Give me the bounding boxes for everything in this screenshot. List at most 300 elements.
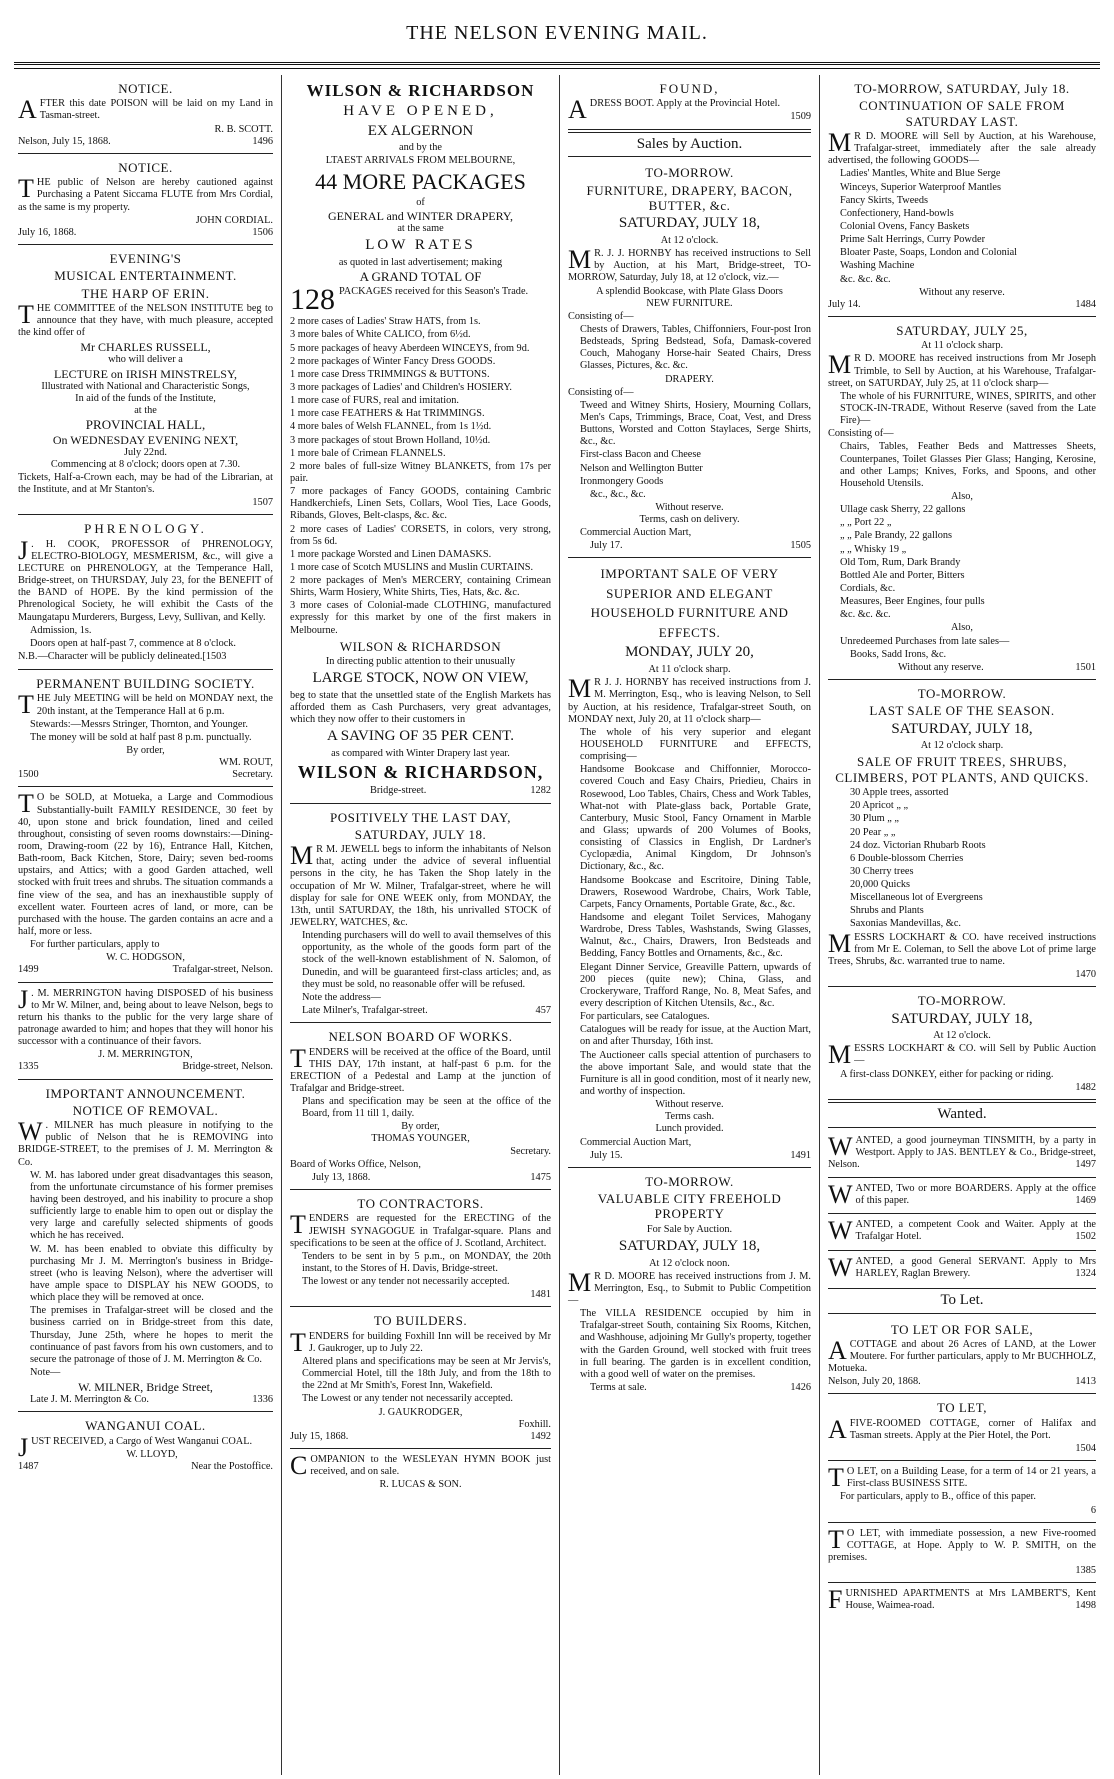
ad-body: beg to state that the unsettled state of the English Markets has afforded them as Cash Purchasers, very great advantages, which they now offer to their customers in (290, 689, 551, 726)
ad-line: Note— (30, 1367, 61, 1378)
wanted-ads (828, 1130, 1096, 1286)
ad-body: R. J. J. HORNBY has received instructions to Sell by Auction, at his Mart, Bridge-street, TO-MORROW, Saturday, July 18, at 12 o'clock, viz.— (568, 248, 811, 284)
sale-time: At 12 o'clock noon. (649, 1257, 730, 1269)
ad-line: Doors open at half-past 7, commence at 8 o'clock. (30, 637, 237, 649)
list-item: 2 more cases of Ladies' CORSETS, in colors, very strong, from 5s 6d. (290, 523, 551, 547)
ad-title: SATURDAY, JULY 18. (354, 826, 487, 842)
ad-to-let-cottage (828, 1394, 1096, 1461)
drop-cap: T (828, 1524, 844, 1554)
ad-signature: W. MILNER, Bridge Street, (78, 1380, 213, 1395)
ad-wanted (828, 1214, 1096, 1250)
drop-cap: M (828, 127, 852, 157)
item-list (568, 764, 811, 1010)
ad-signature: W. LLOYD, (126, 1448, 178, 1460)
list-item: Saxonias Mandevillas, &c. (850, 918, 961, 930)
venue: PROVINCIAL HALL, (85, 417, 206, 433)
list-item: Elegant Dinner Service, Greaville Pattern, upwards of 200 pieces (quite new); China, Glass, and Crockeryware, Trafford Range, No. 8, Meat Safes, and every description of Kitchen Utensils, &c., &c. (580, 961, 811, 1009)
ad-signature: J. M. MERRINGTON, (98, 1049, 193, 1061)
drop-cap: J (18, 984, 29, 1014)
ad-body: The lowest or any tender not necessarily accepted. (302, 1276, 510, 1288)
ad-title: TO LET OR FOR SALE, (890, 1321, 1034, 1337)
list-item: Handsome and elegant Toilet Services, Mahogany Wardrobe, Dress Tables, Washstands, Swing Glasses, Walnut, &c., Chairs, Drawers, Iron Bedsteads and Bedding, Fancy Bottles and Ornaments, &c., &c. (580, 911, 811, 960)
ad-title: HAVE OPENED, (343, 103, 498, 120)
ad-hornby-furniture-drapery (568, 159, 811, 558)
ad-date: July 15. (590, 1149, 623, 1161)
ad-line: Nelson and Wellington Butter (580, 462, 703, 474)
ad-body: . M. MERRINGTON having DISPOSED of his business to Mr W. Milner, and, being about to leave Nelson, begs to return his thanks to the public for the very large share of patronage awarded to him; and hopes that they will honor his successor with a continuance of their favors. (18, 987, 273, 1048)
sale-date: SATURDAY, JULY 18, (891, 720, 1033, 737)
drop-cap: F (828, 1585, 843, 1615)
ad-line: By order, (401, 1121, 440, 1133)
list-item: 20,000 Quicks (850, 879, 911, 891)
ad-to-let-business-site (828, 1461, 1096, 1523)
ad-number: 1470 (1075, 969, 1096, 981)
drop-cap: W (828, 1131, 853, 1161)
list-item: Handsome Bookcase and Escritoire, Dining Table, Drawers, Rosewood Wardrobe, Chairs, Work Table, Carpets, Fancy Ornaments, Portable Grate, &c., &c. (580, 874, 811, 910)
ad-line: LTAEST ARRIVALS FROM MELBOURNE, (325, 154, 516, 166)
ad-moore-continuation (828, 75, 1096, 317)
ad-title: A SAVING OF 35 PER CENT. (327, 728, 514, 745)
ad-number: 1500 (18, 769, 39, 781)
ad-body: HE COMMITTEE of the NELSON INSTITUTE beg to announce that they have, with much pleasure, accepted the kind offer of (18, 302, 273, 339)
ad-line: Admission, 1s. (30, 624, 92, 636)
ad-coal (18, 1412, 273, 1478)
item-list (290, 316, 551, 637)
ad-body: The whole of his FURNITURE, WINES, SPIRITS, and other STOCK-IN-TRADE, Without Reserve (saved from the Late Fire)— (840, 390, 1096, 427)
list-item: 1 more case of FURS, real and imitation. (290, 395, 460, 407)
list-item: 30 Plum „ „ (850, 813, 899, 825)
ad-line: In aid of the funds of the Institute, (75, 392, 216, 404)
ad-line: Stewards:—Messrs Stringer, Thornton, and Younger. (30, 718, 248, 730)
list-item: Ladies' Mantles, White and Blue Serge (840, 168, 1001, 180)
list-item: Ullage cask Sherry, 22 gallons (840, 504, 966, 516)
ad-body: ENDERS will be received at the office of the Board, until THIS DAY, 17th instant, at half-past 6 p.m. for the ERECTION of a Pedestal and Lamp at the junction of Trafalgar and Bridge-street. (290, 1046, 551, 1094)
drop-cap: W (18, 1117, 43, 1147)
ad-number: 6 (1090, 1504, 1096, 1516)
ad-date: July 15, 1868. (290, 1430, 349, 1442)
sale-time: At 12 o'clock. (933, 1030, 991, 1042)
ad-body: . MILNER has much pleasure in notifying to the public of Nelson that he is REMOVING into BRIDGE-STREET, to the premises of J. M. Merrington & Co. (18, 1120, 273, 1168)
ad-title: TO BUILDERS. (373, 1313, 468, 1329)
list-item: 4 more bales of Welsh FLANNEL, from 1s 1½d. (290, 421, 492, 433)
ad-title: IMPORTANT ANNOUNCEMENT. (45, 1085, 246, 1101)
sale-date: SATURDAY, JULY 18, (618, 215, 761, 232)
ad-title: NOTICE. (118, 159, 173, 175)
ad-body: FTER this date POISON will be laid on my Land in Tasman-street. (39, 98, 273, 122)
ad-subtitle: DRAPERY. (665, 373, 714, 385)
drop-cap: C (290, 1450, 308, 1480)
event-day: On WEDNESDAY EVENING NEXT, (52, 432, 239, 447)
section-heading-to-let: To Let. (828, 1288, 1096, 1314)
ad-date: July 13, 1868. (312, 1171, 371, 1183)
ad-date: Nelson, July 15, 1868. (18, 135, 111, 147)
ad-line: Without reserve. (655, 501, 724, 513)
ad-signature: WM. ROUT, (219, 757, 273, 769)
list-item: „ „ Port 22 „ (840, 517, 892, 529)
ad-title: TO LET, (937, 1400, 987, 1416)
ad-body: O be SOLD, at Motueka, a Large and Commodious Substantially-built FAMILY RESIDENCE, 30 feet by 40, upon stone and brick foundation, lined and ceiled throughout, consisting of seven rooms downstairs:—Dining-room, Drawing-room (22 by 16), Entrance Hall, Kitchen, Bath-room, Back Kitchen, Store, Dairy; seven bed-rooms upstairs, and Attics; with a good Garden attached, well stocked with fruit trees and shrubs. The situation commands a fine view of the sea, and has an inexhaustible supply of excellent water. Fourteen acres of land, or more, can be purchased with the house. The garden contains an acre and a half, more or less. (18, 792, 273, 937)
ad-body: HE July MEETING will be held on MONDAY next, the 20th instant, at the Temperance Hall at 6 p.m. (36, 693, 273, 717)
ad-title: TO-MORROW. (917, 993, 1007, 1009)
ad-title: CONTINUATION OF SALE FROM SATURDAY LAST. (859, 98, 1065, 129)
ad-title: EVENING'S (109, 250, 182, 266)
list-item: 1 more case FEATHERS & Hat TRIMMINGS. (290, 408, 485, 420)
ad-body: Tickets, Half-a-Crown each, may be had of the Librarian, at the Institute, and at Mr Stanton's. (18, 471, 273, 496)
ad-line: Without any reserve. (898, 661, 984, 673)
ad-title: VALUABLE CITY FREEHOLD PROPERTY (597, 1191, 782, 1222)
ad-body: Chairs, Tables, Feather Beds and Mattresses Sheets, Counterpanes, Toilet Glasses Pier Glass; Hanging, Kerosine, and other Lamps; Knives, Forks, and Spoons, and other Household Utensils. (840, 441, 1096, 489)
ad-line: For further particulars, apply to (30, 939, 160, 951)
ad-removal (18, 1080, 273, 1413)
ad-body: COTTAGE and about 26 Acres of LAND, at the Lower Moutere. For further particulars, apply to Mr BUCHHOLZ, Motueka. (828, 1338, 1096, 1375)
drop-cap: T (290, 1210, 306, 1240)
ad-title: FOUND, (659, 81, 720, 96)
ad-body: W. M. has been enabled to obviate this difficulty by purchasing Mr J. M. Merrington's business in Bridge-street (who is leaving Nelson), where the advertiser will have ample space to DISPLAY his NEW GOODS, to which place they will be removed at once. (30, 1243, 273, 1304)
ad-line: at the same (397, 222, 444, 234)
section-heading-auctions: Sales by Auction. (568, 132, 811, 158)
ad-number: 1385 (1075, 1565, 1096, 1577)
ad-number: 1497 (1075, 1158, 1096, 1170)
list-item: &c. &c. &c. (840, 609, 891, 621)
ad-number: 1507 (252, 497, 273, 509)
ad-number: 1502 (1075, 1231, 1096, 1243)
sale-time: At 11 o'clock sharp. (920, 340, 1004, 352)
drop-cap: T (290, 1327, 306, 1357)
sale-date: SATURDAY, JULY 18, (891, 1010, 1033, 1027)
ad-number: 1506 (252, 226, 273, 238)
ad-body: ENDERS for building Foxhill Inn will be received by Mr J. Gaukroger, up to July 22. (308, 1330, 551, 1354)
item-list (828, 168, 1096, 285)
list-item: Fancy Skirts, Tweeds (840, 194, 929, 206)
ad-date: July 16, 1868. (18, 226, 77, 238)
ad-title: THE HARP OF ERIN. (81, 285, 210, 301)
list-item: Miscellaneous lot of Evergreens (850, 892, 983, 904)
list-item: 30 Cherry trees (850, 865, 914, 877)
ad-body: For particulars, apply to B., office of this paper. (840, 1491, 1036, 1503)
column-1 (10, 75, 282, 1775)
list-item: 2 more packages of Winter Fancy Dress GOODS. (290, 355, 496, 367)
list-item: 3 more packages of stout Brown Holland, 10½d. (290, 434, 491, 446)
ad-title: TO-MORROW. (917, 685, 1007, 701)
drop-cap: W (828, 1180, 853, 1210)
ad-board-of-works (290, 1023, 551, 1190)
ad-flute-notice (18, 154, 273, 245)
ad-number: 1484 (1075, 298, 1096, 310)
drop-cap: M (828, 350, 852, 380)
list-item: 30 Apple trees, assorted (850, 787, 949, 799)
ad-signature: R. B. SCOTT. (214, 123, 273, 135)
ad-signature: R. LUCAS & SON. (379, 1479, 462, 1491)
ad-subtitle: NEW FURNITURE. (646, 297, 733, 309)
ad-date: July 14. (828, 298, 861, 310)
ad-line: as compared with Winter Drapery last year. (331, 748, 510, 760)
ad-lockhart-donkey (828, 987, 1096, 1100)
sale-date: SATURDAY, JULY 25, (896, 322, 1028, 338)
ad-body: Chests of Drawers, Tables, Chiffonniers, Four-post Iron Bedsteads, Spring Bedstead, Sofa, Damask-covered Couch, Mahogany Horse-hair Seated Chairs, Dress Glasses, Pictures, &c. &c. (580, 323, 811, 372)
ad-wanted (828, 1251, 1096, 1286)
package-total: 128 (290, 286, 335, 315)
drop-cap: W (828, 1216, 853, 1246)
ad-title: TO-MORROW. (645, 165, 734, 181)
drop-cap: A (18, 95, 37, 125)
columns (10, 75, 1104, 1775)
ad-found (568, 75, 811, 130)
ad-body: Plans and specification may be seen at the office of the Board, from 11 till 1, daily. (302, 1096, 551, 1120)
ad-merrington (18, 983, 273, 1080)
ad-line: Terms, cash on delivery. (639, 514, 740, 526)
ad-subtitle: WILSON & RICHARDSON (339, 638, 502, 654)
list-item: &c. &c. &c. (840, 273, 891, 285)
list-item: 1 more case of Scotch MUSLINS and Muslin CURTAINS. (290, 561, 534, 573)
ad-body: A first-class DONKEY, either for packing or riding. (840, 1068, 1054, 1080)
drop-cap: M (828, 928, 852, 958)
drop-cap: T (290, 1043, 306, 1073)
drop-cap: A (828, 1335, 847, 1365)
drop-cap: A (568, 95, 587, 125)
ad-to-let-hope (828, 1523, 1096, 1584)
list-item: Confectionery, Hand-bowls (840, 207, 954, 219)
ad-signature: JOHN CORDIAL. (195, 214, 273, 226)
ad-body: R M. JEWELL begs to inform the inhabitants of Nelson that, acting under the advice of several influential persons in the city, he has Taken the Shop lately in the occupation of Mr W. Milner, Trafalgar-street, where he will display for sale for ONE WEEK only, from MONDAY, the 13th, until SATURDAY, the 18th, his unrivalled STOCK of JEWELRY, WATCHES, &c. (290, 844, 551, 929)
ad-title: NELSON BOARD OF WORKS. (328, 1029, 513, 1045)
ad-title: MUSICAL ENTERTAINMENT. (54, 268, 237, 284)
sale-date: MONDAY, JULY 20, (625, 644, 754, 661)
ad-building-society (18, 670, 273, 787)
ad-line: Terms cash. (664, 1111, 715, 1123)
section-heading-wanted: Wanted. (828, 1102, 1096, 1128)
ad-date: Nelson, July 20, 1868. (828, 1376, 921, 1388)
ad-address: Bridge-street, Nelson. (182, 1061, 273, 1073)
ad-to-let-or-sale (828, 1316, 1096, 1395)
column-2 (282, 75, 560, 1775)
drop-cap: M (828, 1040, 852, 1070)
ad-title: LAST SALE OF THE SEASON. (869, 703, 1055, 719)
list-item: Cordials, &c. (840, 582, 896, 594)
ad-title: SALE OF FRUIT TREES, SHRUBS, CLIMBERS, POT PLANTS, AND QUICKS. (835, 754, 1089, 785)
sale-time: At 11 o'clock sharp. (648, 664, 731, 676)
ad-body: HE public of Nelson are hereby cautioned against Purchasing a Patent Siccama FLUTE from Mrs Cordial, as the same is my property. (18, 177, 273, 213)
ad-wanted (828, 1130, 1096, 1178)
ad-number: 1413 (1075, 1376, 1096, 1388)
ad-body: ESSRS LOCKHART & CO. have received instructions from Mr E. Coleman, to Sell the above Lot of prime large Trees, Shrubs, &c. warranted true to name. (828, 931, 1096, 967)
ad-line: Books, Sadd Irons, &c. (850, 648, 947, 660)
ad-line: Commencing at 8 o'clock; doors open at 7.30. (50, 458, 241, 470)
ad-lockhart-fruit-trees (828, 680, 1096, 987)
ad-body: Altered plans and specifications may be seen at Mr Jervis's, Commercial Hotel, till the 18th July, and from the 18th to the 22nd at Mr Smith's, Forest Inn, Wakefield. (302, 1355, 551, 1392)
ad-title: IMPORTANT SALE OF VERY SUPERIOR AND ELEGANT HOUSEHOLD FURNITURE AND EFFECTS. (590, 566, 789, 640)
ad-moore-trimble (828, 317, 1096, 680)
drop-cap: M (290, 841, 314, 871)
ad-line: at the (134, 405, 157, 417)
ad-number: 1499 (18, 964, 39, 976)
ad-role: Secretary. (510, 1145, 551, 1157)
ad-body: ANTED, Two or more BOARDERS. Apply at the office of this paper. (855, 1183, 1096, 1207)
ad-number: 1487 (18, 1461, 39, 1473)
ad-number: 1504 (1075, 1443, 1096, 1455)
drop-cap: T (18, 789, 34, 819)
ad-line: Terms at sale. (590, 1382, 647, 1394)
ad-line: Without reserve. (655, 1099, 724, 1111)
ad-number: 1481 (530, 1289, 551, 1301)
ad-line: The money will be sold at half past 8 p.m. punctually. (30, 731, 252, 743)
ad-address: Near the Postoffice. (191, 1461, 273, 1473)
sale-time: At 12 o'clock sharp. (920, 740, 1004, 752)
lecture-title: LECTURE on IRISH MINSTRELSY, (53, 366, 238, 381)
ad-title: POSITIVELY THE LAST DAY, (330, 809, 511, 825)
ad-line: By order, (126, 745, 165, 757)
ad-body: The premises in Trafalgar-street will be closed and the business carried on in Bridge-street from this date, Thursday, June 25th, where he hopes to merit the continuance of past favors from his own customers, and to secure the patronage of those of J. M. Merrington & Co. (30, 1305, 273, 1365)
ad-body: Catalogues will be ready for issue, at the Auction Mart, on and after Thursday, 16th inst. (580, 1024, 811, 1048)
drop-cap: J (18, 535, 29, 565)
ad-number: 1336 (252, 1394, 273, 1406)
list-item: Handsome Bookcase and Chiffonnier, Morocco-covered Couch and Easy Chairs, Priedieu, Chairs in Rosewood, Loo Tables, Chairs, Chess and Work Tables, What-not with Plate-glass back, Portable Grate, Canterbury, Music Stool, Fancy Ornament in Marble and Glass; upwards of 200 Volumes of Books, consisting of Classics in English, Dr Lardner's Cyclopædia, Animal Kingdom, Dr Johnson's Dictionary, &c., &c. (580, 764, 811, 873)
ad-title: TO CONTRACTORS. (357, 1196, 484, 1212)
ad-title: WANGANUI COAL. (85, 1418, 206, 1434)
ad-line: GENERAL and WINTER DRAPERY, (327, 208, 514, 223)
ad-body: R D. MOORE will Sell by Auction, at his Warehouse, Trafalgar-street, immediately after the sale already advertised, the following GOODS— (828, 130, 1096, 167)
ad-number: 1324 (1075, 1267, 1096, 1279)
ad-address: Trafalgar-street, Nelson. (172, 964, 273, 976)
ad-address: Bridge-street. (370, 785, 427, 797)
list-item: 2 more bales of full-size Witney BLANKETS, from 17s per pair. (290, 460, 551, 484)
ad-number: 1492 (530, 1430, 551, 1442)
ad-date: July 17. (590, 540, 623, 552)
ad-line: For Sale by Auction. (646, 1223, 733, 1235)
ad-line: &c., &c., &c. (590, 488, 646, 500)
ad-role: Secretary. (232, 769, 273, 781)
ad-body: DRESS BOOT. Apply at the Provincial Hotel. (589, 98, 781, 110)
list-item: 3 more cases of Colonial-made CLOTHING, manufactured expressly for this market by one of the first makers in Melbourne. (290, 600, 551, 636)
drop-cap: T (18, 299, 34, 329)
list-item: Bloater Paste, Soaps, London and Colonial (840, 247, 1018, 259)
ad-line: Without any reserve. (919, 286, 1005, 298)
ad-address: Late Milner's, Trafalgar-street. (302, 1005, 428, 1017)
ad-title: TO-MORROW, SATURDAY, July 18. (854, 81, 1070, 96)
ad-body: R J. J. HORNBY has received instructions from J. M. Merrington, Esq., who is leaving Nelson, to Sell by Auction, at his residence, Trafalgar-street South, on MONDAY next, July 20, at 11 o'clock sharp— (568, 677, 811, 725)
list-item: „ „ Pale Brandy, 22 gallons (840, 530, 952, 542)
ad-body: UST RECEIVED, a Cargo of West Wanganui COAL. (31, 1435, 253, 1447)
ad-moore-freehold (568, 1168, 811, 1399)
ad-number: 1335 (18, 1061, 39, 1073)
ad-body: The VILLA RESIDENCE occupied by him in Trafalgar-street South, containing Six Rooms, Kitchen, and Washhouse, adjoining Mr Gully's property, together with the Garden Ground, well stocked with fruit trees in full bearing. The garden is in excellent condition, with a good well of water on the premises. (580, 1308, 811, 1380)
masthead: THE NELSON EVENING MAIL. (406, 22, 708, 44)
ad-line: Commercial Auction Mart, (580, 1136, 692, 1148)
ad-title: WILSON & RICHARDSON (306, 81, 535, 100)
drop-cap: T (18, 174, 34, 204)
ad-line: Late J. M. Merrington & Co. (30, 1394, 149, 1406)
sale-date: SATURDAY, JULY 18, (618, 1237, 761, 1254)
list-item: 1 more bale of Crimean FLANNELS. (290, 447, 446, 459)
ad-title: NOTICE OF REMOVAL. (72, 1102, 219, 1118)
ad-line: as quoted in last advertisement; making (338, 256, 503, 268)
ad-signature: J. GAUKRODGER, (378, 1406, 463, 1418)
ad-title: LOW RATES (365, 237, 476, 254)
list-item: Washing Machine (840, 260, 915, 272)
ad-title: PERMANENT BUILDING SOCIETY. (36, 676, 255, 692)
list-item: 20 Pear „ „ (850, 826, 896, 838)
ad-line: First-class Bacon and Cheese (580, 449, 701, 461)
ad-title: PHRENOLOGY. (84, 521, 207, 537)
list-item: Winceys, Superior Waterproof Mantles (840, 181, 1001, 193)
ad-body: FIVE-ROOMED COTTAGE, corner of Halifax and Tasman streets. Apply at the Pier Hotel, the Port. (849, 1417, 1096, 1441)
drop-cap: A (828, 1414, 847, 1444)
ad-line: N.B.—Character will be publicly delineated.[1503 (18, 650, 227, 662)
ad-body: W. M. has labored under great disadvantages this season, from the unfortunate circumstance of his former premises having been destroyed, and his inability to procure a shop sufficiently large to enable him to open out or display the very large and carefully selected shipments of goods which he has received. (30, 1169, 273, 1242)
ad-line: A GRAND TOTAL OF (359, 268, 482, 284)
ad-number: 1509 (790, 111, 811, 123)
ad-phrenology (18, 515, 273, 670)
drop-cap: T (828, 1463, 844, 1493)
ad-title: NOTICE. (118, 81, 173, 96)
ad-number: 1282 (530, 785, 551, 797)
ad-title: TO-MORROW. (645, 1173, 734, 1189)
drop-cap: M (568, 245, 592, 275)
ad-signature: THOMAS YOUNGER, (371, 1133, 470, 1145)
ad-body: The Lowest or any tender not necessarily accepted. (302, 1393, 513, 1405)
list-item: Colonial Ovens, Fancy Baskets (840, 220, 970, 232)
ad-line: A splendid Bookcase, with Plate Glass Doors (596, 285, 783, 297)
ad-hymn-book (290, 1449, 551, 1496)
ad-number: 1496 (252, 135, 273, 147)
ad-number: 1475 (530, 1171, 551, 1183)
ad-body: ESSRS LOCKHART & CO. will Sell by Public Auction— (854, 1043, 1096, 1067)
ad-line: Lunch provided. (655, 1123, 724, 1135)
ad-line: Consisting of— (568, 386, 634, 398)
speaker-name: Mr CHARLES RUSSELL, (80, 340, 211, 355)
list-item: 6 Double-blossom Cherries (850, 852, 964, 864)
ad-line: For particulars, see Catalogues. (580, 1011, 710, 1023)
ad-number: 457 (535, 1005, 551, 1017)
list-item: 3 more bales of White CALICO, from 6½d. (290, 329, 471, 341)
list-item: 2 more packages of Men's MERCERY, containing Crimean Shirts, Warm Hosiery, White Shirts, Ties, Hats, &c. &c. (290, 575, 551, 599)
ad-number: 1501 (1075, 661, 1096, 673)
ad-title: WILSON & RICHARDSON, (297, 762, 544, 783)
ad-line: and by the (399, 142, 442, 154)
ad-body: R D. MOORE has received instructions from J. M. Merrington, Esq., to Submit to Public Competition— (568, 1270, 811, 1307)
ad-line: Also, (950, 490, 974, 502)
ad-body: OMPANION to the WESLEYAN HYMN BOOK just received, and on sale. (310, 1453, 551, 1478)
ad-body: R D. MOORE has received instructions from Mr Joseph Trimble, to Sell by Auction, at his Warehouse, Trafalgar-street, on SATURDAY, July 25, at 11 o'clock sharp— (828, 353, 1096, 389)
ad-body: The Auctioneer calls special attention of purchasers to the above important Sale, and would state that the Furniture is all in good condition, most of it nearly new, and worthy of inspection. (580, 1049, 811, 1097)
list-item: 7 more packages of Fancy GOODS, containing Cambric Handkerchiefs, Linen Sets, Collars, Wool Ties, Lace Goods, Ribands, Gloves, Belt-clasps, &c. &c. (290, 486, 551, 522)
ad-body: Tweed and Witney Shirts, Hosiery, Mourning Collars, Men's Caps, Trimmings, Brace, Coat, Vest, and Dress Buttons, Worsted and Cotton Staylaces, Serge Shirts, &c., &c. (580, 399, 811, 448)
ad-residence-sale (18, 787, 273, 982)
ad-body: ANTED, a competent Cook and Waiter. Apply at the Trafalgar Hotel. (855, 1219, 1096, 1243)
ad-number: 1491 (790, 1149, 811, 1161)
ad-line: of (416, 196, 425, 208)
ad-number: 1469 (1075, 1195, 1096, 1207)
sale-time: At 12 o'clock. (660, 234, 719, 246)
ad-body: . H. COOK, PROFESSOR of PHRENOLOGY, ELECTRO-BIOLOGY, MESMERISM, &c., will give a LECTURE on PHRENOLOGY, at the Temperance Hall, Bridge-street, on THURSDAY, July 23, for the BENEFIT of the BAND of HOPE. By the kind permission of the Phrenological Society, he will exhibit the Casts of the Maungatapu Murderers, Burgess, Levy, Sullivan, and Kelly. (18, 538, 273, 623)
ad-number: 1505 (790, 540, 811, 552)
ad-line: Illustrated with National and Characteristic Songs, (41, 380, 250, 392)
column-3 (560, 75, 820, 1775)
list-item: Measures, Beer Engines, four pulls (840, 596, 985, 608)
ad-body: ANTED, a good General SERVANT. Apply to Mrs HARLEY, Raglan Brewery. (855, 1255, 1096, 1279)
event-date: July 22nd. (124, 446, 167, 458)
ad-line: Also, (950, 622, 974, 634)
ad-number: 1498 (1075, 1600, 1096, 1612)
ad-line: who will deliver a (108, 354, 183, 366)
list-item: 5 more packages of heavy Aberdeen WINCEYS, from 9d. (290, 342, 530, 354)
ad-body: Tenders to be sent in by 5 p.m., on MONDAY, the 20th instant, to the Stores of H. Davis, Bridge-street. (302, 1250, 551, 1274)
list-item: Prime Salt Herrings, Curry Powder (840, 234, 985, 246)
ad-body: O LET, with immediate possession, a new Five-roomed COTTAGE, at Hope. Apply to W. P. SMITH, on the premises. (828, 1527, 1096, 1564)
list-item: 20 Apricot „ „ (850, 800, 909, 812)
ad-jewell (290, 804, 551, 1024)
ad-body: ANTED, a good journeyman TINSMITH, by a party in Westport. Apply to JAS. BENTLEY & Co., Bridge-street, Nelson. (828, 1134, 1096, 1170)
ad-line: Note the address— (302, 991, 381, 1003)
